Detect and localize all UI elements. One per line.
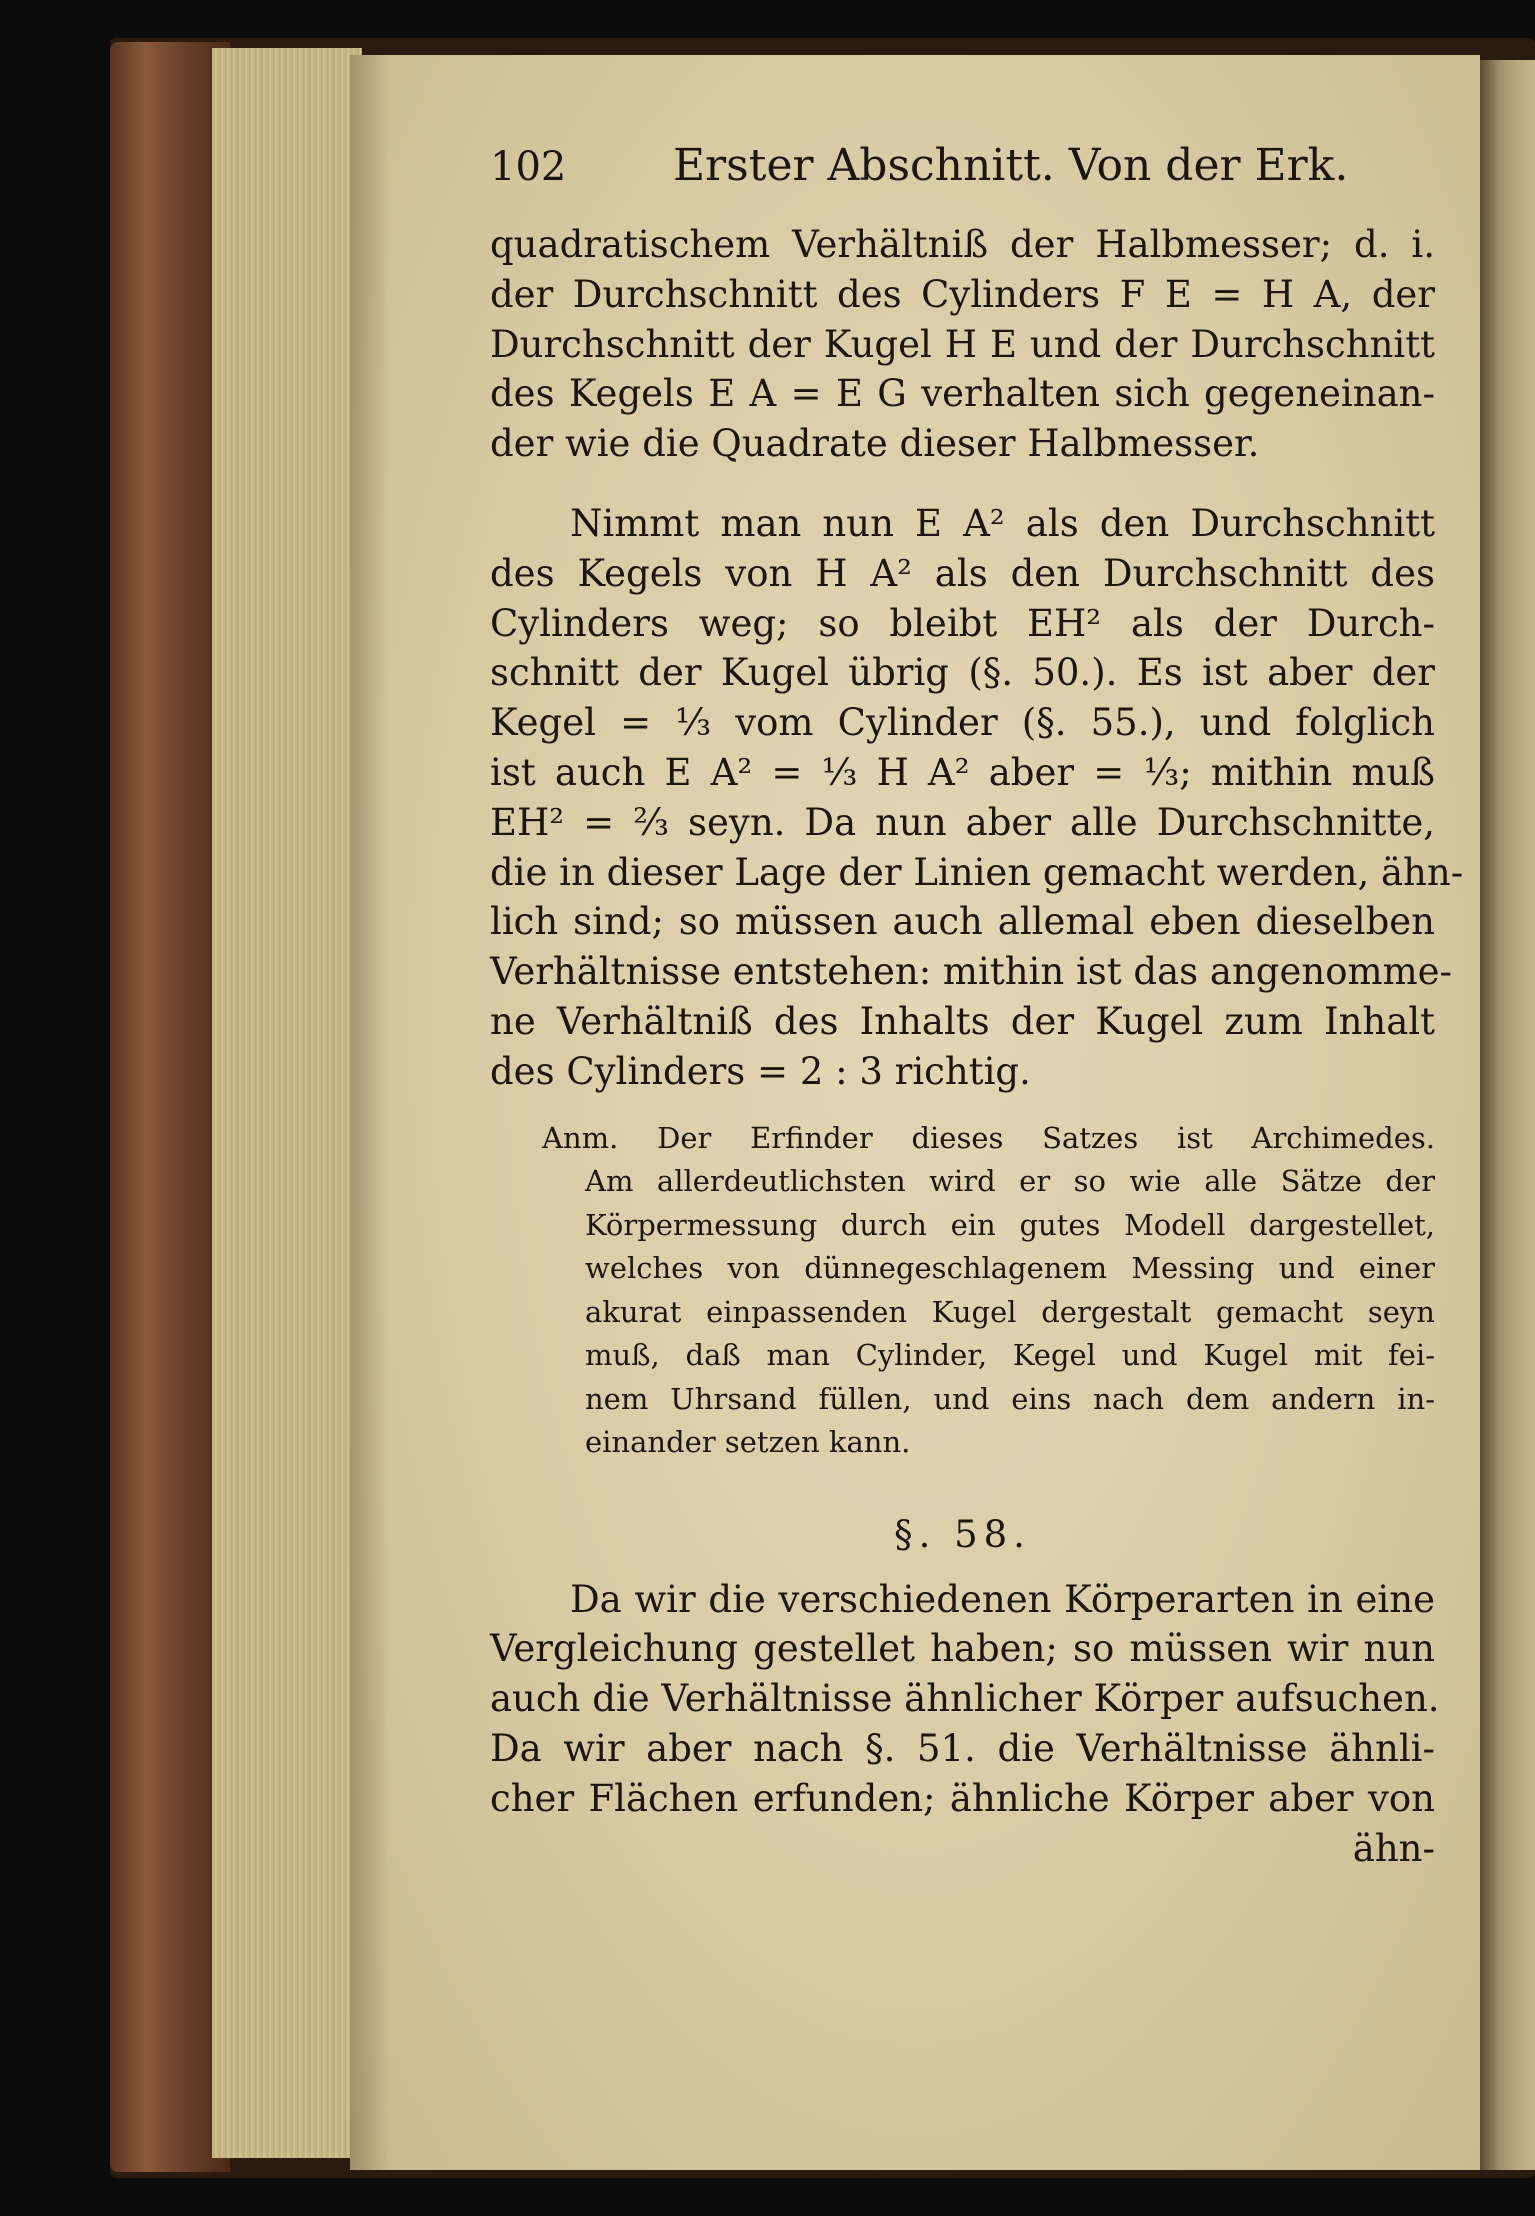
- note-line: welches von dünnegeschlagenem Messing und einer: [585, 1251, 1435, 1286]
- text-line: Da wir aber nach §. 51. die Verhältnisse ähnli-: [490, 1726, 1435, 1770]
- note-line: einander setzen kann.: [585, 1425, 911, 1460]
- text-line: Da wir die verschiedenen Körperarten in eine: [570, 1577, 1435, 1621]
- text-line: Vergleichung gestellet haben; so müssen wir nun: [490, 1627, 1435, 1671]
- paragraph-2: [490, 499, 1464, 1097]
- note-line: nem Uhrsand füllen, und eins nach dem andern in-: [585, 1381, 1435, 1416]
- text-line: die in dieser Lage der Linien gemacht werden, ähn-: [490, 850, 1464, 894]
- paragraph-1: [490, 220, 1435, 469]
- note-line: Körpermessung durch ein gutes Modell dargestellet,: [585, 1207, 1435, 1242]
- text-line: Cylinders weg; so bleibt EH² als der Durch-: [490, 601, 1435, 645]
- note-line: Anm. Der Erfinder dieses Satzes ist Archimedes.: [542, 1120, 1435, 1155]
- page-number: 102: [490, 144, 567, 190]
- note-line: Am allerdeutlichsten wird er so wie alle Sätze der: [585, 1164, 1435, 1199]
- text-line: Nimmt man nun E A² als den Durchschnitt: [570, 501, 1435, 545]
- page-text: [490, 140, 1464, 1873]
- text-line: des Cylinders = 2 : 3 richtig.: [490, 1049, 1031, 1093]
- annotation-note: [490, 1117, 1435, 1465]
- text-line: ne Verhältniß des Inhalts der Kugel zum Inhalt: [490, 999, 1435, 1043]
- text-line: cher Flächen erfunden; ähnliche Körper aber von: [490, 1776, 1435, 1820]
- note-line: muß, daß man Cylinder, Kegel und Kugel mit fei-: [585, 1338, 1435, 1373]
- text-line: Kegel = ⅓ vom Cylinder (§. 55.), und folglich: [490, 701, 1435, 745]
- note-line: akurat einpassenden Kugel dergestalt gemacht seyn: [585, 1294, 1435, 1329]
- section-heading: §. 58.: [894, 1512, 1031, 1556]
- text-line: der Durchschnitt des Cylinders F E = H A, der: [490, 272, 1435, 316]
- text-line: Verhältnisse entstehen: mithin ist das angenomme-: [490, 950, 1453, 994]
- text-line: ist auch E A² = ⅓ H A² aber = ⅓; mithin muß: [490, 750, 1435, 794]
- text-line: des Kegels von H A² als den Durchschnitt des: [490, 551, 1435, 595]
- gutter-shadow: [350, 55, 390, 2170]
- text-line: der wie die Quadrate dieser Halbmesser.: [490, 422, 1260, 466]
- text-line: des Kegels E A = E G verhalten sich gegeneinan-: [490, 372, 1435, 416]
- text-line: quadratischem Verhältniß der Halbmesser; d. i.: [490, 223, 1435, 266]
- page-edges: [212, 48, 362, 2158]
- text-line: lich sind; so müssen auch allemal eben dieselben: [490, 900, 1435, 944]
- running-title: Erster Abschnitt. Von der Erk.: [673, 140, 1349, 191]
- facing-page-edge: [1480, 60, 1535, 2170]
- text-line: auch die Verhältnisse ähnlicher Körper aufsuchen.: [490, 1677, 1440, 1721]
- catchword: ähn-: [1352, 1826, 1435, 1870]
- text-line: EH² = ⅔ seyn. Da nun aber alle Durchschnitte,: [490, 800, 1435, 844]
- text-line: Durchschnitt der Kugel H E und der Durchschnitt: [490, 322, 1435, 366]
- paragraph-3: [490, 1575, 1440, 1824]
- running-head: [490, 140, 1435, 220]
- text-line: schnitt der Kugel übrig (§. 50.). Es ist aber der: [490, 651, 1435, 695]
